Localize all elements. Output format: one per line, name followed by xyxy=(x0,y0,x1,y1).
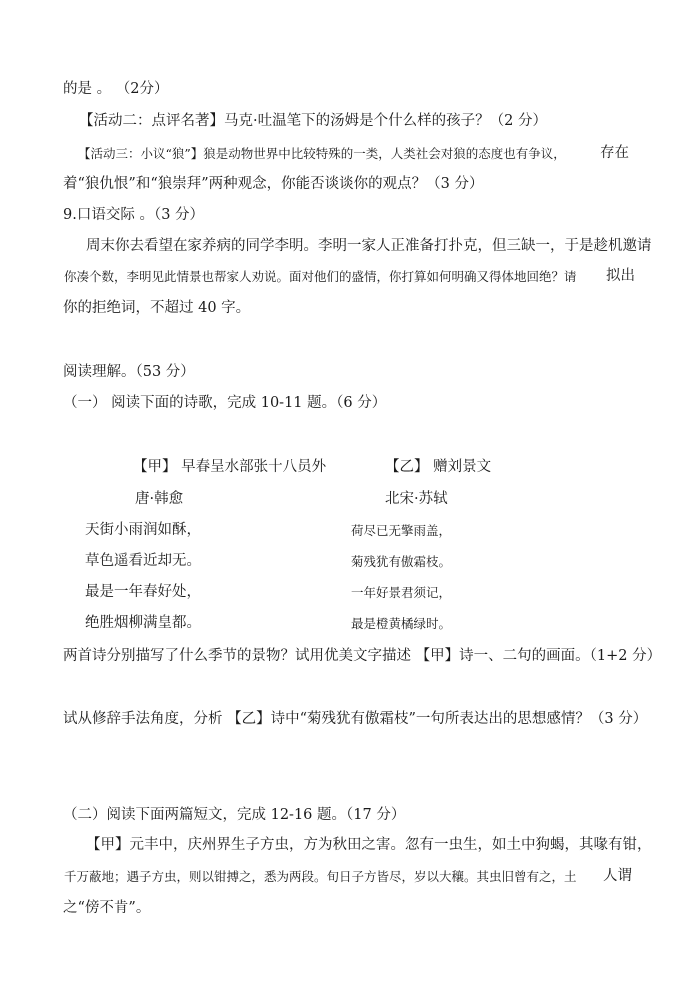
question-9-paragraph: 周末你去看望在家养病的同学李明。李明一家人正准备打扑克，但三缺一，于是趁机邀请 xyxy=(86,238,652,254)
poem-yi-line: 荷尽已无擎雨盖， xyxy=(351,523,452,538)
poem-yi-line: 最是橙黄橘绿时。 xyxy=(351,616,452,631)
passage-jia-line-2-tail: 人谓 xyxy=(603,868,632,884)
passage-jia-line-2: 千万蔽地；遇子方虫，则以钳搏之，悉为两段。旬日子方皆尽，岁以大穰。其虫旧曾有之，土 xyxy=(64,869,577,884)
passage-jia-line: 【甲】元丰中，庆州界生子方虫，方为秋田之害。忽有一虫生，如土中狗蝎，其喙有钳， xyxy=(86,837,652,853)
question-10: 两首诗分别描写了什么季节的景物？试用优美文字描述 【甲】诗一、二句的画面。（1+2 分） xyxy=(63,648,662,664)
poem-jia-line: 草色遥看近却无。 xyxy=(85,553,201,569)
poem-jia-line: 最是一年春好处， xyxy=(85,584,201,600)
poem-jia-line: 天街小雨润如酥， xyxy=(85,522,201,538)
activity-three-continued: 着“狼仇恨”和“狼崇拜”两种观念，你能否谈谈你的观点？（3 分） xyxy=(63,176,484,192)
poem-yi-title: 【乙】 赠刘景文 xyxy=(385,459,492,475)
question-9-paragraph-2-tail: 拟出 xyxy=(606,268,635,284)
passage-jia-line-3: 之“傍不肯”。 xyxy=(63,900,151,916)
poem-yi-line: 一年好景君须记， xyxy=(351,585,452,600)
section-two-instructions: （二）阅读下面两篇短文，完成 12-16 题。（17 分） xyxy=(63,807,406,823)
poem-yi-line: 菊残犹有傲霜枝。 xyxy=(351,554,452,569)
section-reading-heading: 阅读理解。（53 分） xyxy=(63,364,195,380)
poem-jia-title: 【甲】 早春呈水部张十八员外 xyxy=(133,459,327,475)
poem-jia-line: 绝胜烟柳满皇都。 xyxy=(85,615,201,631)
activity-three-question: 【活动三：小议“狼”】狼是动物世界中比较特殊的一类，人类社会对狼的态度也有争议， xyxy=(78,146,566,161)
activity-two-question: 【活动二：点评名著】马克·吐温笔下的汤姆是个什么样的孩子？（2 分） xyxy=(79,113,547,129)
poem-jia-author: 唐·韩愈 xyxy=(135,491,184,507)
question-9-heading: 9.口语交际 。（3 分） xyxy=(63,207,205,223)
question-9-paragraph-2: 你凑个数，李明见此情景也帮家人劝说。面对他们的盛情，你打算如何明确又得体地回绝？请 xyxy=(64,269,577,284)
question-11: 试从修辞手法角度，分析 【乙】诗中“菊残犹有傲霜枝”一句所表达出的思想感情？（3 分） xyxy=(63,711,648,727)
section-one-instructions: （一） 阅读下面的诗歌，完成 10-11 题。（6 分） xyxy=(63,395,387,411)
poem-yi-author: 北宋·苏轼 xyxy=(385,491,448,507)
line-answer-blank: 的是 。 （2分） xyxy=(63,81,169,97)
activity-three-tail: 存在 xyxy=(600,145,629,161)
question-9-paragraph-3: 你的拒绝词，不超过 40 字。 xyxy=(63,300,251,316)
